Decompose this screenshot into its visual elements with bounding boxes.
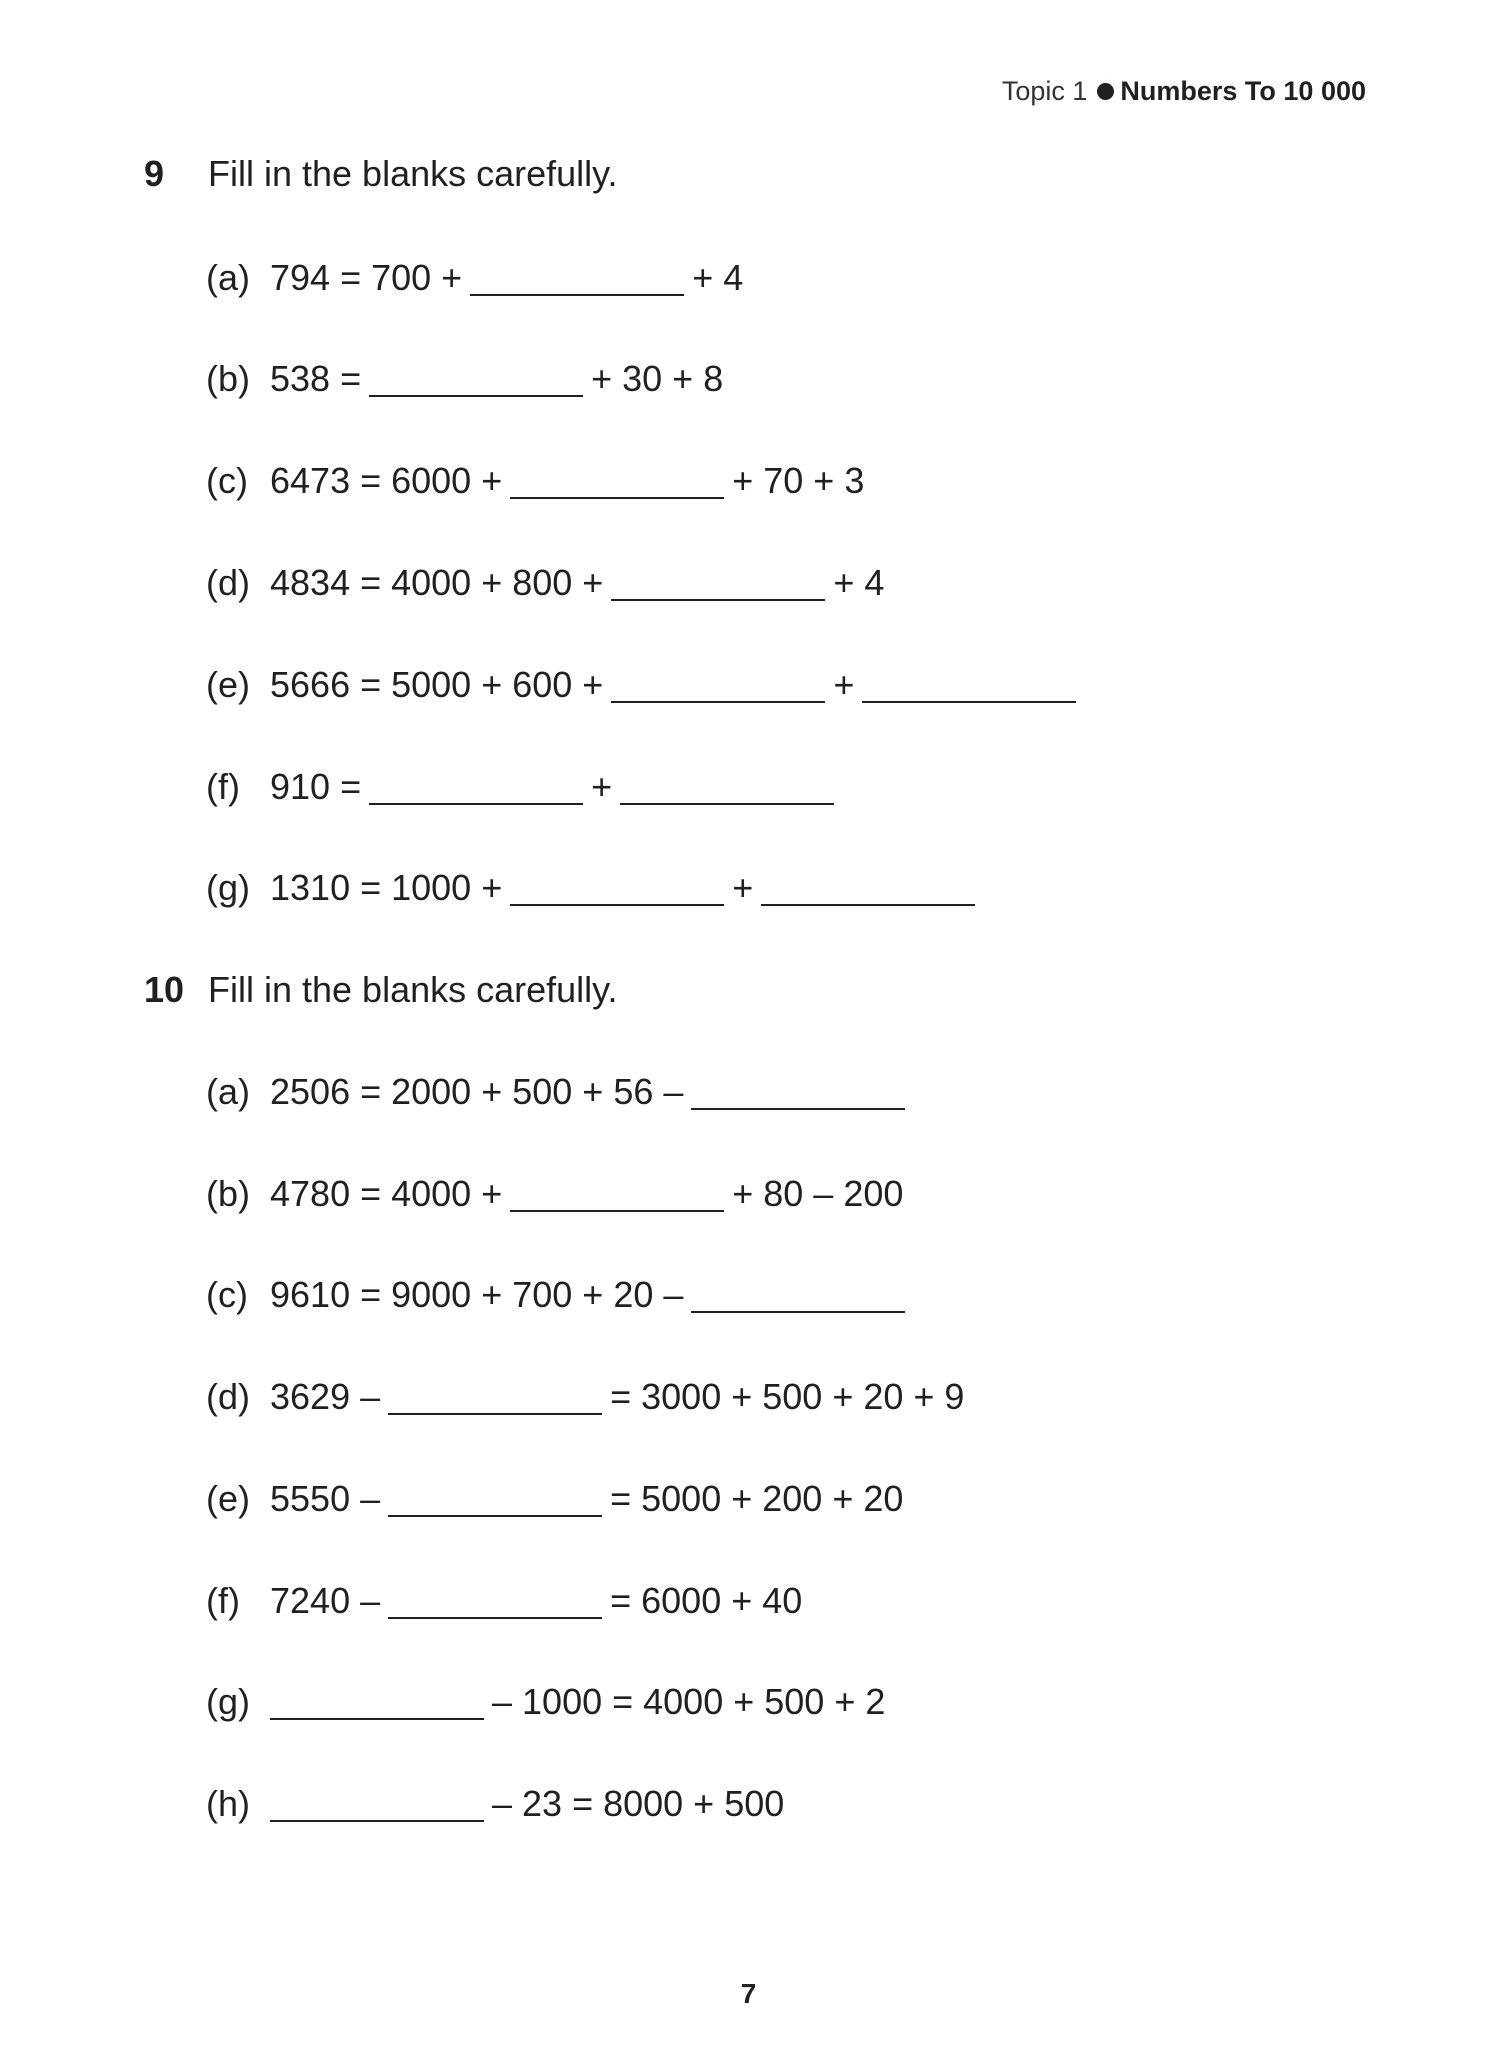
question-instruction: Fill in the blanks carefully. xyxy=(208,153,618,194)
equation-part: 9610 = 9000 + 700 + 20 – xyxy=(270,1274,684,1315)
equation-part: 5666 = 5000 + 600 + xyxy=(270,664,604,705)
answer-blank[interactable] xyxy=(611,599,825,601)
question-number: 10 xyxy=(144,969,185,1010)
q10-item-a xyxy=(206,1070,913,1114)
item-label: (d) xyxy=(206,1376,250,1417)
item-label: (a) xyxy=(206,1071,250,1112)
item-label: (g) xyxy=(206,867,250,908)
equation-part: + 4 xyxy=(692,257,744,298)
item-label: (d) xyxy=(206,562,250,603)
equation-part: 2506 = 2000 + 500 + 56 – xyxy=(270,1071,684,1112)
item-label: (h) xyxy=(206,1783,250,1824)
equation-part: = 5000 + 200 + 20 xyxy=(610,1478,904,1519)
equation-part: 4780 = 4000 + xyxy=(270,1173,503,1214)
question-9-heading xyxy=(144,152,618,196)
q9-item-g xyxy=(206,866,983,910)
question-instruction: Fill in the blanks carefully. xyxy=(208,969,618,1010)
item-label: (e) xyxy=(206,1478,250,1519)
item-label: (c) xyxy=(206,460,248,501)
equation-part: + 70 + 3 xyxy=(732,460,865,501)
answer-blank[interactable] xyxy=(470,294,684,296)
equation-part: + xyxy=(833,664,855,705)
question-10-heading xyxy=(144,968,618,1012)
equation-part: 5550 – xyxy=(270,1478,381,1519)
equation-part: + 80 – 200 xyxy=(732,1173,904,1214)
equation-part: 3629 – xyxy=(270,1376,381,1417)
bullet-dot-icon xyxy=(1097,83,1114,100)
q9-item-d xyxy=(206,561,884,605)
q10-item-d xyxy=(206,1375,964,1419)
equation-part: 6473 = 6000 + xyxy=(270,460,503,501)
equation-part: + xyxy=(732,867,754,908)
q10-item-c xyxy=(206,1273,913,1317)
answer-blank[interactable] xyxy=(862,701,1076,703)
item-label: (b) xyxy=(206,1173,250,1214)
answer-blank[interactable] xyxy=(270,1718,484,1720)
answer-blank[interactable] xyxy=(510,497,724,499)
item-label: (e) xyxy=(206,664,250,705)
q10-item-h xyxy=(206,1782,784,1826)
equation-part: 7240 – xyxy=(270,1580,381,1621)
answer-blank[interactable] xyxy=(388,1413,602,1415)
q9-item-e xyxy=(206,663,1084,707)
answer-blank[interactable] xyxy=(620,803,834,805)
answer-blank[interactable] xyxy=(388,1617,602,1619)
topic-label: Topic 1 xyxy=(1001,76,1088,106)
equation-part: 1310 = 1000 + xyxy=(270,867,503,908)
question-number: 9 xyxy=(144,153,165,194)
equation-part: + 4 xyxy=(833,562,885,603)
page-header xyxy=(1002,72,1366,110)
answer-blank[interactable] xyxy=(388,1515,602,1517)
answer-blank[interactable] xyxy=(611,701,825,703)
equation-part: + 30 + 8 xyxy=(591,358,724,399)
equation-part: – 1000 = 4000 + 500 + 2 xyxy=(492,1681,886,1722)
answer-blank[interactable] xyxy=(510,1210,724,1212)
equation-part: – 23 = 8000 + 500 xyxy=(492,1783,785,1824)
answer-blank[interactable] xyxy=(691,1311,905,1313)
q10-item-f xyxy=(206,1579,802,1623)
topic-title: Numbers To 10 000 xyxy=(1120,76,1366,106)
item-label: (f) xyxy=(206,1580,240,1621)
equation-part: + xyxy=(591,766,613,807)
equation-part: 538 = xyxy=(270,358,362,399)
item-label: (c) xyxy=(206,1274,248,1315)
item-label: (f) xyxy=(206,766,240,807)
q9-item-c xyxy=(206,459,864,503)
answer-blank[interactable] xyxy=(691,1108,905,1110)
page-number: 7 xyxy=(740,1978,757,2009)
q10-item-b xyxy=(206,1172,903,1216)
answer-blank[interactable] xyxy=(510,904,724,906)
q10-item-e xyxy=(206,1477,903,1521)
answer-blank[interactable] xyxy=(369,803,583,805)
item-label: (a) xyxy=(206,257,250,298)
item-label: (g) xyxy=(206,1681,250,1722)
item-label: (b) xyxy=(206,358,250,399)
equation-part: = 3000 + 500 + 20 + 9 xyxy=(610,1376,965,1417)
equation-part: 910 = xyxy=(270,766,362,807)
equation-part: 794 = 700 + xyxy=(270,257,463,298)
q9-item-a xyxy=(206,256,743,300)
answer-blank[interactable] xyxy=(761,904,975,906)
equation-part: 4834 = 4000 + 800 + xyxy=(270,562,604,603)
q9-item-b xyxy=(206,357,723,401)
q10-item-g xyxy=(206,1680,885,1724)
q9-item-f xyxy=(206,765,842,809)
equation-part: = 6000 + 40 xyxy=(610,1580,803,1621)
answer-blank[interactable] xyxy=(270,1820,484,1822)
answer-blank[interactable] xyxy=(369,395,583,397)
